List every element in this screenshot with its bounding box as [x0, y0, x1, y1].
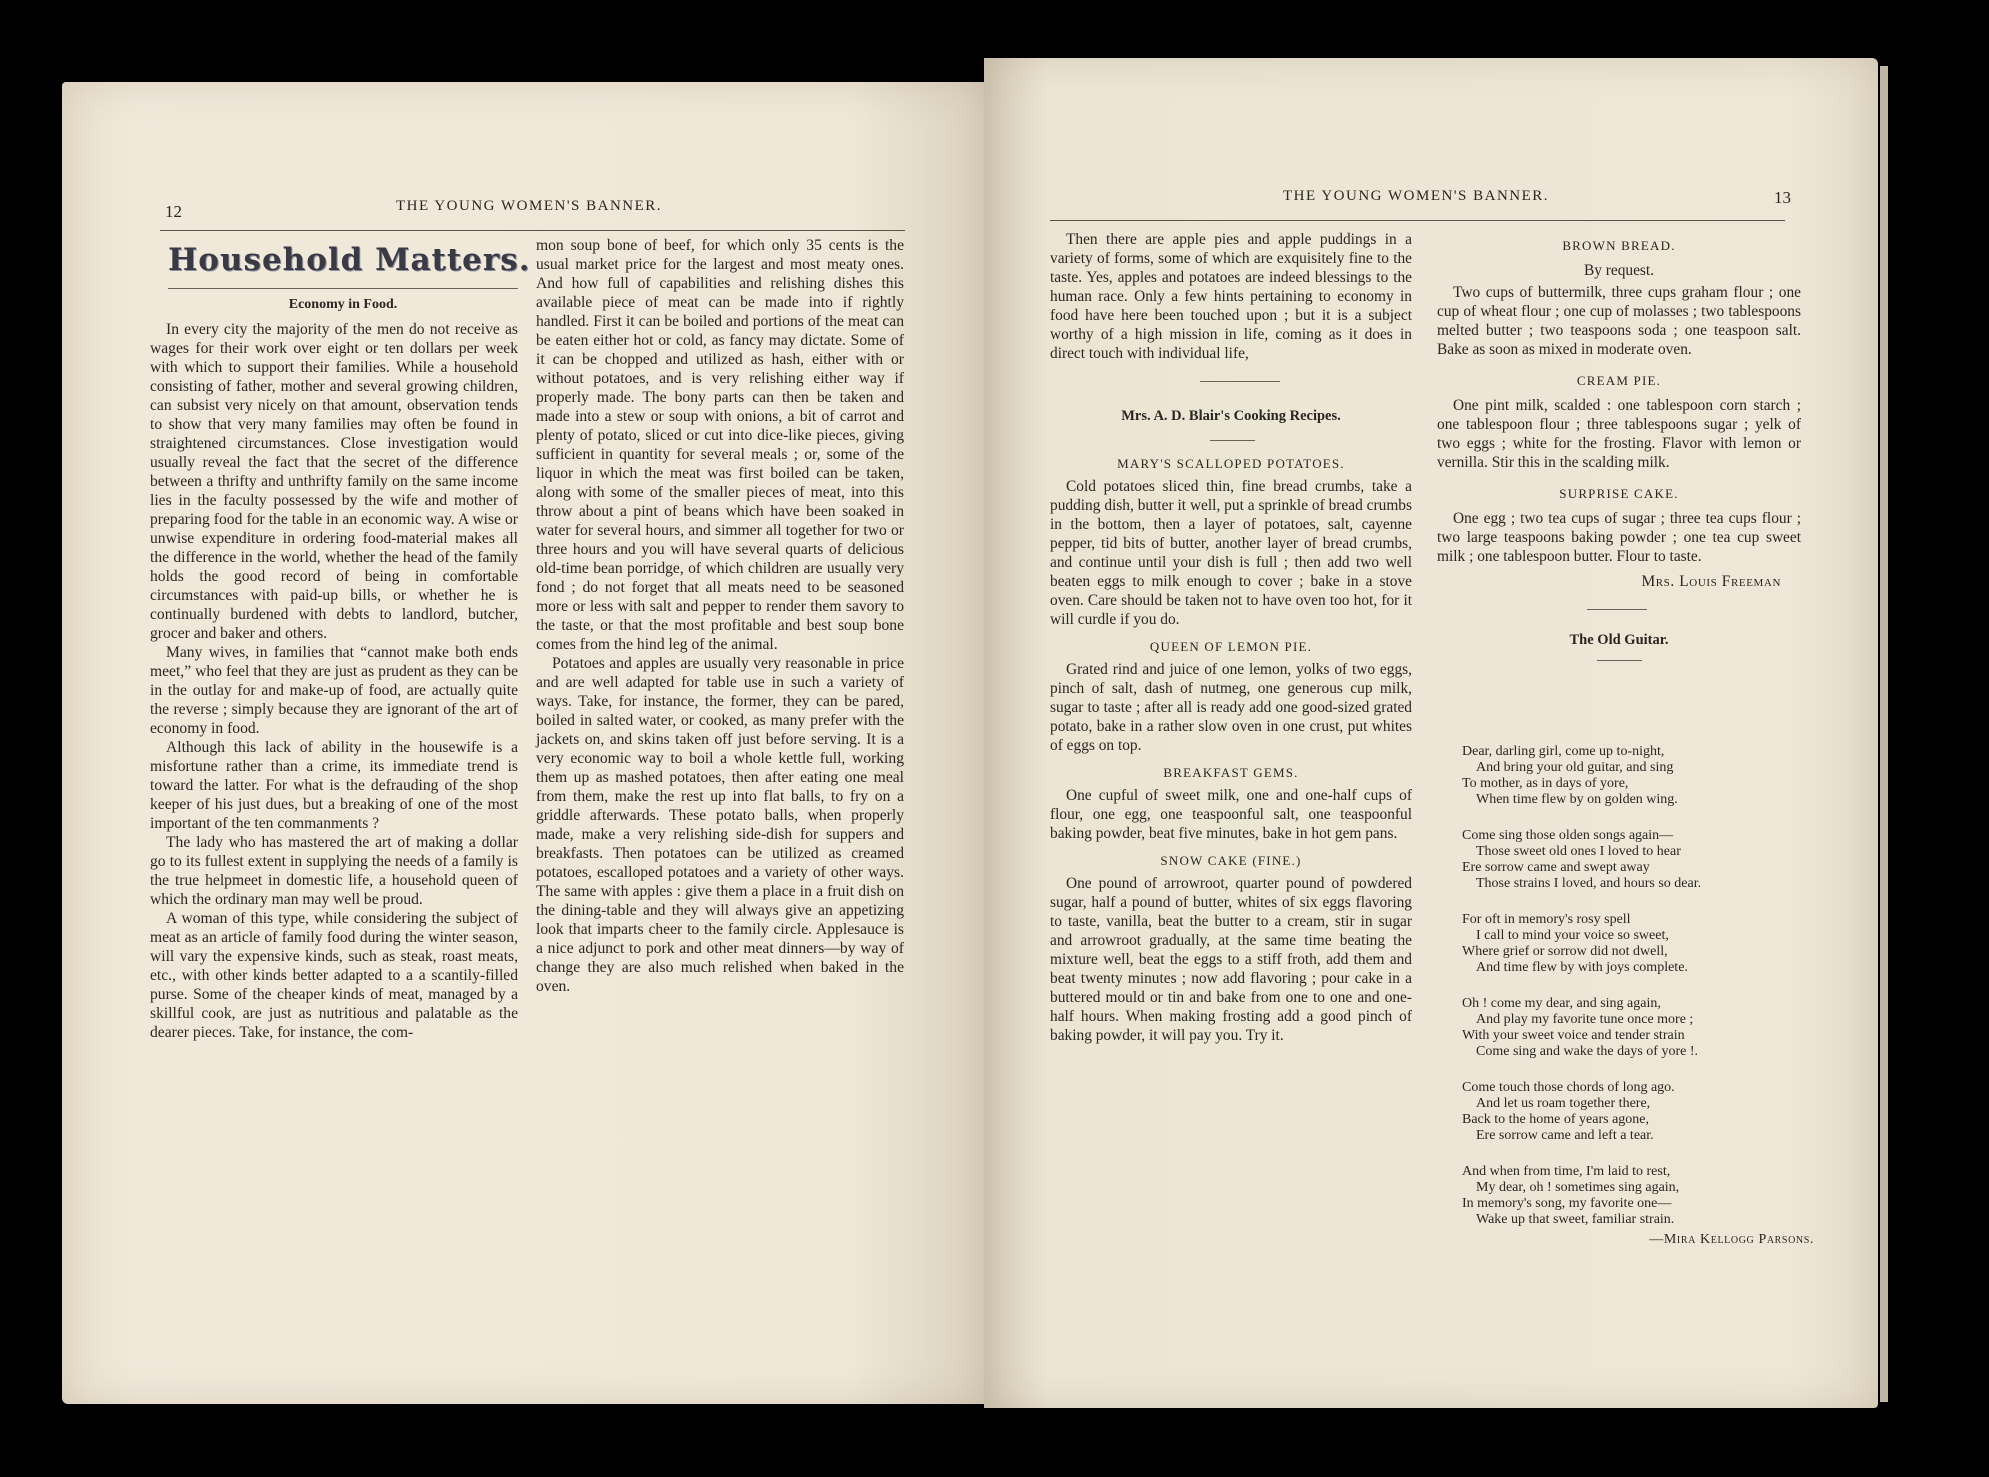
poem-line: Come sing those olden songs again— [1462, 828, 1674, 843]
recipe-title: BROWN BREAD. [1562, 238, 1676, 253]
poem-line: Ere sorrow came and left a tear. [1476, 1128, 1654, 1143]
right-running-head: THE YOUNG WOMEN'S BANNER. [1283, 188, 1550, 204]
right-column-1 [1050, 230, 1412, 1045]
left-header-rule [160, 230, 905, 231]
divider [1210, 440, 1255, 441]
recipe-text: One egg ; two tea cups of sugar ; three tea cups flour ; two large teaspoons baking powder ; one tea cup sweet milk ; one tablespoon butter. Flour to taste. [1437, 510, 1801, 565]
paragraph: Although this lack of ability in the housewife is a misfortune rather than a crime, its immediate trend is toward the latter. For what is the defrauding of the shop keeper of his just dues, but a breaking of one of the most important of the ten commanments ? [150, 739, 518, 832]
poem-stanza [1462, 996, 1822, 1060]
left-page-number: 12 [165, 202, 182, 221]
poem-line: I call to mind your voice so sweet, [1476, 928, 1669, 943]
divider [1597, 660, 1642, 661]
divider [1200, 381, 1280, 382]
poem-line: And time flew by with joys complete. [1476, 960, 1688, 975]
right-page-number: 13 [1774, 188, 1791, 207]
poem-line: In memory's song, my favorite one— [1462, 1196, 1672, 1211]
poem-line: Where grief or sorrow did not dwell, [1462, 944, 1668, 959]
left-running-head: THE YOUNG WOMEN'S BANNER. [396, 198, 663, 214]
recipe-text: Cold potatoes sliced thin, fine bread crumbs, take a pudding dish, butter it well, put a sprinkle of bread crumbs in the bottom, then a layer of potatoes, salt, cayenne pepper, tid bits of butter, another layer of bread crumbs, and continue until your dish is full ; then add two well beaten eggs to milk enough to cover ; bake in a stove oven. Care should be taken not to have oven too hot, for it will curdle if you do. [1050, 478, 1412, 628]
paragraph: mon soup bone of beef, for which only 35 cents is the usual market price for the largest and most meaty ones. And how full of capabilities and relishing dishes this available piece of meat can be made into if rightly handled. First it can be boiled and portions of the meat can be eaten either hot or cold, as fancy may dictate. Some of it can be chopped and utilized as hash, either with or without potatoes, and is very relishing either way if properly made. The bony parts can then be taken and made into a stew or soup with onions, a bit of carrot and plenty of potato, sliced or cut into dice-like pieces, giving sufficient in quantity for several meals ; or, some of the liquor in which the meat was first boiled can be taken, along with some of the smaller pieces of meat, into this throw about a pint of beans which have been soaked in water for several hours, and simmer all together for two or three hours and you will have several quarts of delicious old-time bean porridge, of which children are usually very fond ; do not forget that all meats need to be seasoned more or less with salt and pepper to render them savory to the taste, or that the most profitable and best soup bone comes from the hind leg of the animal. [536, 237, 904, 653]
paragraph: A woman of this type, while considering the subject of meat as an article of family food during the winter season, will vary the expensive kinds, such as steak, roast meats, etc., with other kinds better adapted to a a scantily-filled purse. Some of the cheaper kinds of meat, managed by a skillful cook, are just as nutritious and palatable as the dearer pieces. Take, for instance, the com- [150, 910, 518, 1041]
divider [1587, 609, 1647, 610]
recipe-title: QUEEN OF LEMON PIE. [1149, 639, 1313, 654]
recipe-text: One pint milk, scalded : one tablespoon corn starch ; one tablespoon flour ; three tablespoons sugar ; yelk of two eggs ; white for the frosting. Flavor with lemon or vernilla. Stir this in the scalding milk. [1437, 397, 1801, 471]
article-title: Economy in Food. [288, 297, 398, 312]
paragraph: Many wives, in families that “cannot make both ends meet,” who feel that they are just as prudent as they can be in the outlay for and make-up of food, are actually quite the reverse ; simply because they are ignorant of the art of economy in food. [150, 644, 518, 737]
poem-line: Dear, darling girl, come up to-night, [1462, 744, 1665, 759]
recipe-title: SURPRISE CAKE. [1559, 486, 1679, 501]
poem-stanza [1462, 744, 1822, 808]
poem-line: And bring your old guitar, and sing [1476, 760, 1674, 775]
recipe-text: Two cups of buttermilk, three cups graham flour ; one cup of wheat flour ; one cup of molasses ; two tablespoons melted butter ; two teaspoons soda ; one teaspoon salt. Bake as soon as mixed in moderate oven. [1437, 284, 1801, 358]
title-rule [168, 288, 518, 289]
paragraph: Potatoes and apples are usually very reasonable in price and are well adapted for table use in such a variety of ways. Take, for instance, the former, they can be pared, boiled in salted water, or cooked, as many prefer with the jackets on, and skins taken off just before serving. It is a very economic way to boil a whole kettle full, working them up as mashed potatoes, then after eating one meal from them, make the rest up into flat balls, to fry on a griddle afterwards. These potato balls, when properly made, make a very relishing side-dish for suppers and breakfasts. Then potatoes can be utilized as creamed potatoes, escalloped potatoes and a variety of other ways. The same with apples : give them a place in a fruit dish on the dining-table and they will always give an appetizing look that imparts cheer to the family circle. Applesauce is a nice adjunct to pork and other meat dinners—by way of change they are also much relished when baked in the oven. [536, 655, 904, 995]
left-column-1 [150, 320, 518, 1042]
recipes-title: Mrs. A. D. Blair's Cooking Recipes. [1121, 408, 1341, 424]
right-header-rule [1050, 220, 1785, 221]
poem-line: Those sweet old ones I loved to hear [1476, 844, 1681, 859]
recipe-title: SNOW CAKE (FINE.) [1160, 853, 1302, 868]
poem-signature: —Mira Kellogg Parsons. [1649, 1232, 1814, 1247]
poem-line: Come touch those chords of long ago. [1462, 1080, 1675, 1095]
left-column-2 [536, 236, 904, 996]
poem-line: Those strains I loved, and hours so dear. [1476, 876, 1702, 891]
poem-stanza [1462, 1080, 1822, 1144]
poem-line: And play my favorite tune once more ; [1476, 1012, 1694, 1027]
poem-line: When time flew by on golden wing. [1476, 792, 1678, 807]
poem-line: Wake up that sweet, familiar strain. [1476, 1212, 1675, 1227]
poem-line: Ere sorrow came and swept away [1462, 860, 1650, 875]
poem-line: And when from time, I'm laid to rest, [1462, 1164, 1671, 1179]
poem-line: And let us roam together there, [1476, 1096, 1651, 1111]
poem-line: My dear, oh ! sometimes sing again, [1476, 1180, 1680, 1195]
paragraph: The lady who has mastered the art of making a dollar go to its fullest extent in supplying the needs of a family is the true helpmeet in domestic life, a household queen of which the ordinary man may well be proud. [150, 834, 518, 908]
poem [1462, 744, 1822, 1248]
recipe-text: Grated rind and juice of one lemon, yolks of two eggs, pinch of salt, dash of nutmeg, one generous cup milk, sugar to taste ; after all is ready add one good-sized grated potato, bake in a rather slow oven in one crust, put whites of eggs on top. [1050, 661, 1412, 754]
recipe-note: By request. [1583, 262, 1655, 279]
paragraph: Then there are apple pies and apple puddings in a variety of forms, some of which are exquisitely fine to the taste. Yes, apples and potatoes are indeed blessings to the human race. Only a few hints pertaining to economy in food have here been touched upon ; but it is a subject worthy of a high mission in life, coming as it does in direct touch with individual life, [1050, 231, 1412, 362]
poem-line: Come sing and wake the days of yore !. [1476, 1044, 1698, 1059]
paragraph: In every city the majority of the men do not receive as wages for their work over eight or ten dollars per week with which to support their families. While a household consisting of father, mother and several growing children, can subsist very nicely on that amount, observation tends to show that very many families may often be found in straightened circumstances. Close investigation would usually reveal the fact that the secret of the difference between a thrifty and unthrifty family on the same income lies in the faculty possessed by the wife and mother of preparing food for the table in an economic way. A wise or unwise expenditure in ordering food-material makes all the difference in the world, whether the head of the family holds the good record of being in comfortable circumstances with paid-up bills, or whether he is continually burdened with debts to landlord, butcher, grocer and baker and others. [150, 321, 518, 642]
right-column-2 [1437, 236, 1801, 672]
poem-line: Oh ! come my dear, and sing again, [1462, 996, 1661, 1011]
section-title: Household Matters. [168, 242, 531, 278]
poem-title: The Old Guitar. [1569, 632, 1669, 648]
recipe-text: One cupful of sweet milk, one and one-half cups of flour, one egg, one teaspoonful salt, one teaspoonful baking powder, beat five minutes, bake in hot gem pans. [1050, 787, 1412, 842]
poem-line: For oft in memory's rosy spell [1462, 912, 1631, 927]
poem-stanza [1462, 912, 1822, 976]
poem-stanza [1462, 1164, 1822, 1228]
poem-line: Back to the home of years agone, [1462, 1112, 1649, 1127]
poem-line: To mother, as in days of yore, [1462, 776, 1629, 791]
recipe-title: BREAKFAST GEMS. [1163, 765, 1299, 780]
poem-stanza [1462, 828, 1822, 892]
page-edge [1880, 66, 1888, 1402]
recipes-signature: Mrs. Louis Freeman [1641, 573, 1781, 590]
recipe-title: CREAM PIE. [1576, 373, 1662, 388]
recipe-text: One pound of arrowroot, quarter pound of powdered sugar, half a pound of butter, whites of six eggs flavoring to taste, vanilla, beat the butter to a cream, stir in sugar and arrowroot gradually, at the same time beating the mixture well, beat the eggs to a stiff froth, add them and beat twenty minutes ; now add flavoring ; pour cake in a buttered mould or tin and bake from one to one and one-half hours. When making frosting add a good pinch of baking powder, it will pay you. Try it. [1050, 875, 1412, 1044]
recipe-title: MARY'S SCALLOPED POTATOES. [1117, 456, 1345, 471]
poem-line: With your sweet voice and tender strain [1462, 1028, 1685, 1043]
